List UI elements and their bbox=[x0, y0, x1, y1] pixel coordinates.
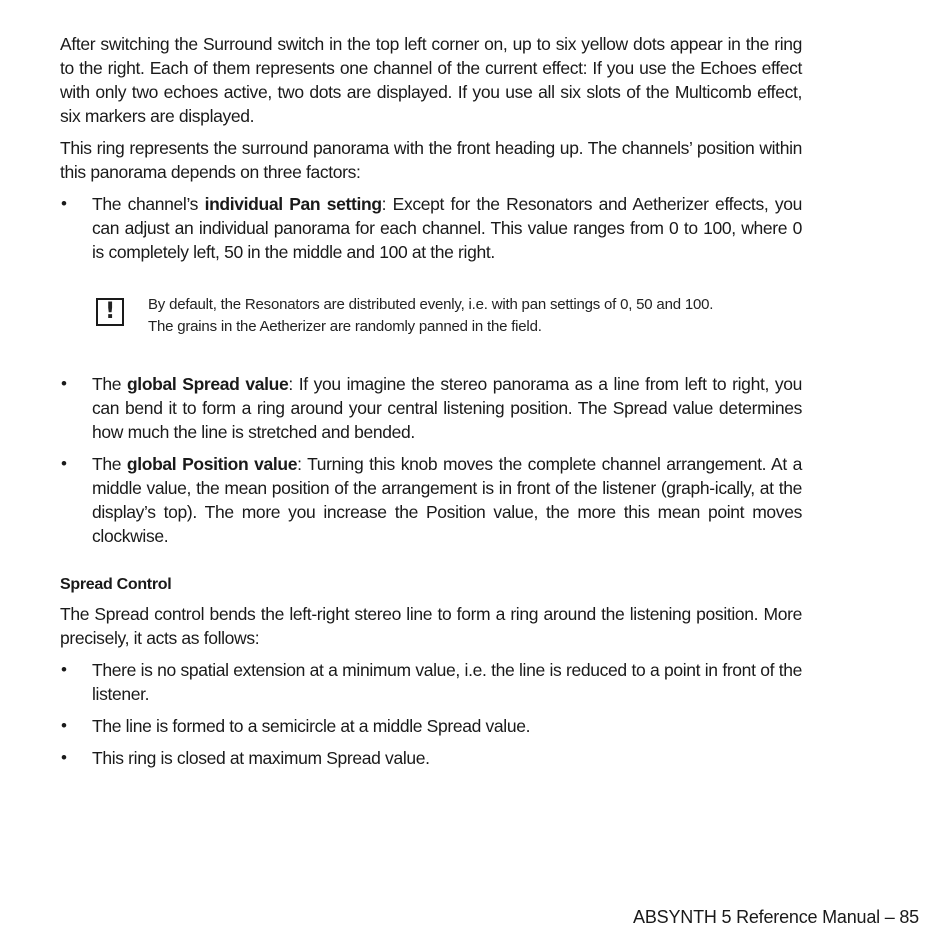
factor-prefix: The bbox=[92, 454, 127, 474]
spread-item-maximum bbox=[60, 746, 802, 770]
bullet-icon: • bbox=[61, 660, 67, 679]
factor-list-continued bbox=[60, 372, 802, 548]
note-line-1: By default, the Resonators are distributed evenly, i.e. with pan settings of 0, 50 and 100. bbox=[148, 296, 714, 313]
factor-description: : Except for the Resonators and Aetherizer effects, you can adjust an individual panorama for each channel. This value ranges from 0 to 100, where 0 is completely left, 50 in the middle and 100 at the right. bbox=[92, 194, 803, 262]
manual-page-body bbox=[60, 32, 802, 778]
factor-term: global Position value bbox=[126, 454, 298, 474]
factor-prefix: The channel’s bbox=[92, 194, 205, 214]
factor-item-pan bbox=[60, 192, 802, 264]
factor-term: global Spread value bbox=[126, 374, 289, 394]
spread-behavior-list bbox=[60, 658, 802, 770]
spread-item-text: This ring is closed at maximum Spread value. bbox=[92, 748, 430, 768]
factor-description: : Turning this knob moves the complete channel arrangement. At a middle value, the mean position of the arrangement is in front of the listener (graph-ically, at the display’s top). The more you increase the Position value, the more this mean point moves clockwise. bbox=[92, 454, 802, 546]
section-heading-spread-control: Spread Control bbox=[60, 576, 172, 593]
bullet-icon: • bbox=[61, 748, 67, 767]
bullet-icon: • bbox=[61, 374, 67, 393]
page-footer: ABSYNTH 5 Reference Manual – 85 bbox=[633, 907, 919, 927]
factor-list bbox=[60, 192, 802, 264]
factor-description: : If you imagine the stereo panorama as a line from left to right, you can bend it to form a ring around your central listening position. The Spread value determines how much the line is stretched and bended. bbox=[92, 374, 802, 442]
factor-prefix: The bbox=[92, 374, 127, 394]
factor-item-spread bbox=[60, 372, 802, 444]
exclamation-icon: ! bbox=[96, 298, 124, 326]
bullet-icon: • bbox=[61, 194, 67, 213]
spread-item-text: The line is formed to a semicircle at a middle Spread value. bbox=[92, 716, 531, 736]
spread-item-text: There is no spatial extension at a minimum value, i.e. the line is reduced to a point in front of the listener. bbox=[92, 660, 802, 704]
info-note bbox=[60, 294, 802, 338]
bullet-icon: • bbox=[61, 454, 67, 473]
factor-item-position bbox=[60, 452, 802, 548]
spread-item-middle bbox=[60, 714, 802, 738]
intro-paragraph-panorama: This ring represents the surround panorama with the front heading up. The channels’ position within this panorama depends on three factors: bbox=[60, 138, 802, 182]
spread-intro-paragraph: The Spread control bends the left-right stereo line to form a ring around the listening position. More precisely, it acts as follows: bbox=[60, 604, 802, 648]
intro-paragraph-surround: After switching the Surround switch in the top left corner on, up to six yellow dots appear in the ring to the right. Each of them represents one channel of the current effect: If you use the Echoes effect with only two echoes active, two dots are displayed. If you use all six slots of the Multicomb effect, six markers are displayed. bbox=[60, 34, 802, 126]
spread-item-minimum bbox=[60, 658, 802, 706]
note-line-2: The grains in the Aetherizer are randomly panned in the field. bbox=[148, 318, 542, 335]
bullet-icon: • bbox=[61, 716, 67, 735]
factor-term: individual Pan setting bbox=[204, 194, 382, 214]
